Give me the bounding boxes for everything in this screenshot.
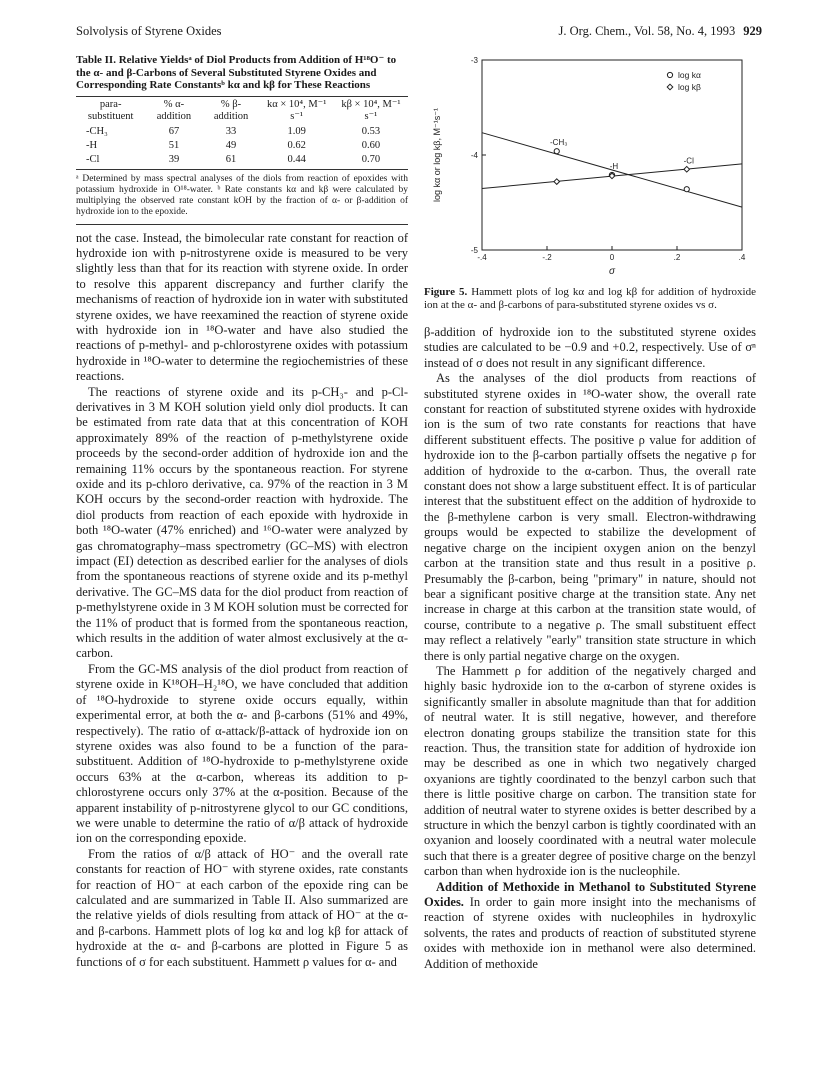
paragraph: The Hammett ρ for addition of the negatively charged and highly basic hydroxide ion to the α-carbon of styrene oxides is significantly smaller in absolute magnitude than that for addition of neutral water. It is still negative, however, and therefore electron donating groups stabilize the transition state for this reaction. Thus, the transition state for addition of hydroxide ion may be described as one in which two negatively charged oxyanions are tightly coordinated to the benzyl carbon such that there is little positive charge on carbon. The transition state for addition of neutral water to styrene oxides is better described by a structure in which the benzyl carbon is tightly coordinated with an oxyanion and loosely coordinated with a neutral water molecule such that there is a greater degree of positive charge on the benzyl carbon than when hydroxide ion is the nucleophile. [424,663,756,879]
point-label: -H [609,161,619,171]
table-caption: Table II. Relative Yieldsᵃ of Diol Products from Addition of H¹⁸O⁻ to the α- and β-Carbons of Several Substituted Styrene Oxides and Corresponding Rate Constantsᵇ kα and kβ for These Reactions [76,54,397,91]
table-cell: 1.09 [287,125,306,137]
table-cell: -H [86,139,98,151]
x-tick-label: .2 [673,253,681,262]
legend-label: log kα [678,70,701,80]
y-tick-label: -3 [470,56,478,65]
table-header-alpha-pct: % α-addition [145,96,202,125]
paragraph: The reactions of styrene oxide and its p-CH₃- and p-Cl-derivatives in 3 M KOH solution yield only diol products. It can be estimated from rate data that at this concentration of KOH approximately 89% of the reaction of p-methylstyrene oxide proceeds by the second-order addition of hydroxide ion and the remaining 11% occurs by the spontaneous reaction. For styrene oxide and its p-chloro derivative, ca. 97% of the reaction in 3 M KOH occurs by the second-order reaction with hydroxide. The diol products from reaction of each epoxide with hydroxide in both ¹⁸O-water (47% enriched) and ¹⁶O-water were analyzed by gas chromatography–mass spectrometry (GC–MS) with electron impact (EI) detection as described earlier for the analyses of diols from the spontaneous reactions of styrene oxide and its p-methyl derivative. The GC–MS data for the diol product from reaction of p-methylstyrene oxide in 3 M KOH solution must be corrected for the 11% of product that is formed from the spontaneous reaction, which results in the addition of water almost exclusively at the α-carbon. [76,384,408,661]
table-header-k-beta: kβ × 10⁴, M⁻¹ s⁻¹ [334,96,408,125]
table-cell: 61 [203,153,260,170]
data-point-alpha [684,187,689,192]
table-cell: 67 [168,125,180,137]
journal-citation: J. Org. Chem., Vol. 58, No. 4, 1993 [558,24,736,38]
y-tick-label: -5 [470,246,478,255]
data-table [76,96,408,170]
table-cell: 51 [168,139,180,151]
legend-label: log kβ [678,82,701,92]
data-point-beta [554,179,560,185]
table-row [76,153,408,170]
point-label: -Cl [683,156,694,166]
figure-caption-text: Hammett plots of log kα and log kβ for addition of hydroxide ion at the α- and β-carbons of para-substituted styrene oxides vs σ. [424,286,756,311]
paragraph: not the case. Instead, the bimolecular rate constant for reaction of hydroxide ion with p-nitrostyrene oxide is measured to be very slightly less than that for its reaction with styrene oxide. In order to resolve this apparent discrepancy and further clarify the mechanisms of reaction of hydroxide ion in water with substituted styrene oxides, we have reexamined the reaction of styrene oxide with hydroxide ion in ¹⁸O-water and have also studied the reactions of p-methyl- and p-chlorostyrene oxides with potassium hydroxide in ¹⁸O-water to determine the regiochemistries of these reactions. [76,230,408,384]
paragraph: From the ratios of α/β attack of HO⁻ and the overall rate constants for reaction of HO⁻ with styrene oxides, rate constants for reaction of HO⁻ at each carbon of the epoxide ring can be calculated and are summarized in Table II. Also summarized are the relative yields of diols resulting from attack of HO⁻ at the α- and β-carbons. Hammett plots of log kα and log kβ for attack of hydroxide at the α- and β-carbons are plotted in Figure 5 as functions of σ for each substituent. Hammett ρ values for α- and [76,846,408,969]
table-cell: 49 [225,139,237,151]
section-heading: Addition of Methoxide in Methanol to Substituted Styrene Oxides. [424,879,756,910]
table-header-substituent: para-substituent [76,96,145,125]
table-row [76,125,408,139]
figure-caption [424,286,756,311]
left-column [76,54,408,970]
table-cell: 0.44 [260,153,334,170]
paragraph: As the analyses of the diol products from reactions of substituted styrene oxides in ¹⁸O-water show, the overall rate constant for reaction of substituted styrene oxides with hydroxide ion is the sum of two rate constants for reactions that have different substituent effects. The positive ρ value for addition of hydroxide ion to the β-carbon partially offsets the negative ρ for addition of hydroxide to the α-carbon. Thus, the overall rate constant does not show a large substituent effect. It is of particular interest that the substituent effect on the addition of hydroxide to the β-methylene carbon is very small. Electron-withdrawing groups would be expected to stabilize the development of negative charge on the incipient oxygen anion on the benzyl carbon at the transition state and thus result in a positive ρ. Presumably the β-carbon, being "primary" in nature, should not bear a significant positive charge at the transition state. Any net increase in charge at this carbon at the transition state would, of course, contribute to a negative ρ. The small substituent effect may reflect a relatively "early" transition state structure in which there is only partial negative charge on the oxygen. [424,371,756,663]
table-cell: -Cl [76,153,145,170]
table-footnote: ᵃ Determined by mass spectral analyses of the diols from reaction of epoxides with potassium hydroxide in O¹⁸-water. ᵇ Rate constants kα and kβ were calculated by multiplying the observed rate constant kOH by the fraction of α- or β-addition of hydroxide ion to the epoxide. [76,173,408,217]
page-number: 929 [743,24,762,38]
paragraph: From the GC-MS analysis of the diol product from reaction of styrene oxide in K¹⁸OH–H₂¹⁸O, we have concluded that addition of ¹⁸O-hydroxide to styrene oxide occurs equally, within experimental error, at both the α- and β-carbons (51% and 49%, respectively). The ratio of α-attack/β-attack of hydroxide ion on styrene oxides was also found to be a function of the para-substituent. Addition of ¹⁸O-hydroxide to p-methylstyrene oxide occurs 63% at the α-carbon, whereas its addition to p-chlorostyrene occurs only 37% at the α-position. Because of the apparent instability of p-nitrostyrene glycol to our GC conditions, we were unable to determine the ratio of α/β attack of hydroxide ion on the corresponding epoxide. [76,661,408,846]
data-point-alpha [554,149,559,154]
right-column [424,54,756,972]
table-cell: 39 [145,153,202,170]
data-point-beta [684,166,690,172]
divider [76,224,408,225]
x-tick-label: 0 [609,253,615,262]
y-tick-label: -4 [470,151,478,160]
x-tick-label: -.4 [477,253,487,262]
running-header-left: Solvolysis of Styrene Oxides [76,24,222,38]
paragraph: β-addition of hydroxide ion to the substituted styrene oxides studies are calculated to be −0.9 and +0.2, respectively. Use of σⁿ instead of σ does not result in any significant difference. [424,325,756,370]
legend-marker-alpha [667,72,672,77]
table-cell: 0.60 [361,139,381,151]
table-cell: 33 [225,125,237,137]
section-text: In order to gain more insight into the mechanisms of reaction of styrene oxides with nucleophiles in hydroxylic solvents, the rates and products of reaction of substituted styrene oxides with methoxide ion in methanol were also determined. Addition of methoxide [424,895,757,971]
section-paragraph [424,880,756,972]
table-cell: 0.70 [334,153,408,170]
table-cell: 0.62 [287,139,306,151]
figure-label: Figure 5. [424,286,468,298]
table-cell: 0.53 [361,125,381,137]
running-header-right [558,24,762,39]
table-row [76,139,408,153]
table-header-k-alpha: kα × 10⁴, M⁻¹ s⁻¹ [260,96,334,125]
plot-frame [482,60,742,250]
x-tick-label: -.2 [542,253,552,262]
table-cell: -CH₃ [86,125,108,137]
figure-5 [424,54,756,282]
x-axis-label: σ [608,266,616,277]
legend-marker-beta [667,84,673,90]
x-tick-label: .4 [738,253,746,262]
point-label: -CH₃ [550,138,568,148]
legend [667,70,701,92]
hammett-plot [424,54,756,282]
y-axis-label: log kα or log kβ, M⁻¹s⁻¹ [432,108,442,202]
table-header-beta-pct: % β-addition [203,96,260,125]
